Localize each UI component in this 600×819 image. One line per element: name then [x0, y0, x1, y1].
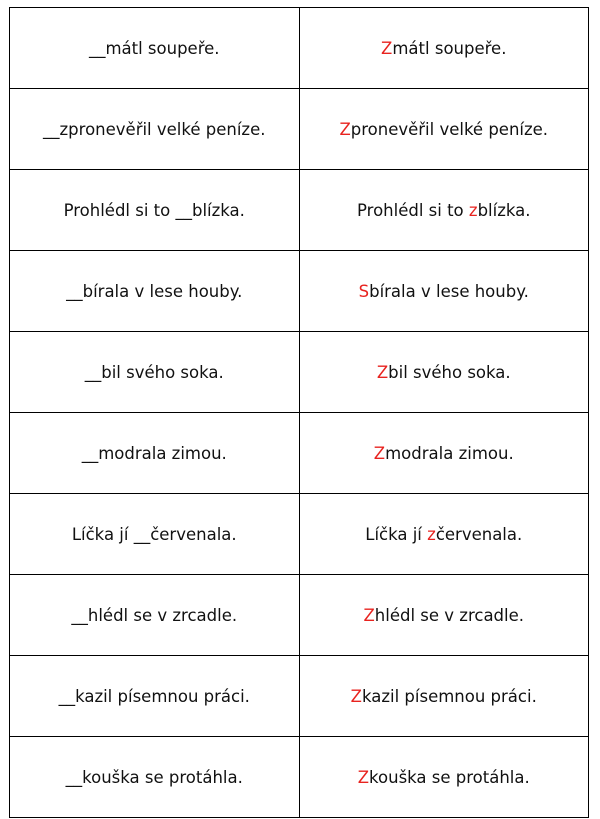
prompt-text: __hlédl se v zrcadle. — [71, 605, 238, 625]
answer-highlight-letter: S — [358, 281, 370, 301]
prompt-text: __mátl soupeře. — [88, 38, 220, 58]
prompt-cell — [10, 656, 300, 737]
prompt-cell — [10, 494, 300, 575]
prompt-text: __bírala v lese houby. — [66, 281, 243, 301]
answer-highlight-letter: z — [427, 524, 436, 544]
answer-text-after: bil svého soka. — [388, 362, 511, 382]
answer-cell — [299, 737, 589, 818]
answer-cell — [299, 656, 589, 737]
prompt-text: __kouška se protáhla. — [65, 767, 243, 787]
prompt-text: __kazil písemnou práci. — [58, 686, 250, 706]
prompt-cell — [10, 737, 300, 818]
answer-cell — [299, 89, 589, 170]
exercise-row — [10, 332, 589, 413]
answer-text-after: kazil písemnou práci. — [361, 686, 537, 706]
prompt-text: Prohlédl si to __blízka. — [63, 200, 245, 220]
exercise-row — [10, 251, 589, 332]
answer-text-before: Líčka jí — [365, 524, 428, 544]
exercise-row — [10, 413, 589, 494]
answer-text-after: hlédl se v zrcadle. — [374, 605, 525, 625]
prompt-cell — [10, 575, 300, 656]
exercise-row — [10, 89, 589, 170]
prompt-text: __zpronevěřil velké peníze. — [43, 119, 266, 139]
answer-text-after: pronevěřil velké peníze. — [350, 119, 549, 139]
answer-text-after: mátl soupeře. — [392, 38, 507, 58]
answer-text-after: kouška se protáhla. — [369, 767, 530, 787]
exercise-rows — [10, 8, 589, 818]
answer-cell — [299, 251, 589, 332]
prompt-cell — [10, 170, 300, 251]
exercise-row — [10, 737, 589, 818]
prompt-text: Líčka jí __červenala. — [71, 524, 237, 544]
prompt-text: __bil svého soka. — [84, 362, 224, 382]
prompt-cell — [10, 251, 300, 332]
exercise-row — [10, 494, 589, 575]
answer-cell — [299, 8, 589, 89]
prompt-cell — [10, 89, 300, 170]
answer-highlight-letter: Z — [357, 767, 370, 787]
answer-highlight-letter: Z — [376, 362, 389, 382]
answer-cell — [299, 413, 589, 494]
answer-cell — [299, 575, 589, 656]
exercise-row — [10, 170, 589, 251]
answer-highlight-letter: Z — [373, 443, 386, 463]
answer-highlight-letter: z — [468, 200, 478, 220]
prompt-cell — [10, 8, 300, 89]
exercise-row — [10, 575, 589, 656]
answer-text-before: Prohlédl si to — [356, 200, 469, 220]
answer-highlight-letter: Z — [339, 119, 351, 139]
answer-cell — [299, 494, 589, 575]
exercise-row — [10, 656, 589, 737]
answer-cell — [299, 170, 589, 251]
prompt-cell — [10, 332, 300, 413]
prompt-text: __modrala zimou. — [81, 443, 227, 463]
exercise-table — [9, 7, 589, 818]
answer-text-after: blízka. — [477, 200, 531, 220]
prompt-cell — [10, 413, 300, 494]
answer-highlight-letter: Z — [350, 686, 362, 706]
answer-text-after: bírala v lese houby. — [369, 281, 529, 301]
exercise-row — [10, 8, 589, 89]
answer-text-after: modrala zimou. — [385, 443, 514, 463]
answer-highlight-letter: Z — [381, 38, 393, 58]
answer-highlight-letter: Z — [363, 605, 375, 625]
answer-cell — [299, 332, 589, 413]
answer-text-after: červenala. — [435, 524, 523, 544]
